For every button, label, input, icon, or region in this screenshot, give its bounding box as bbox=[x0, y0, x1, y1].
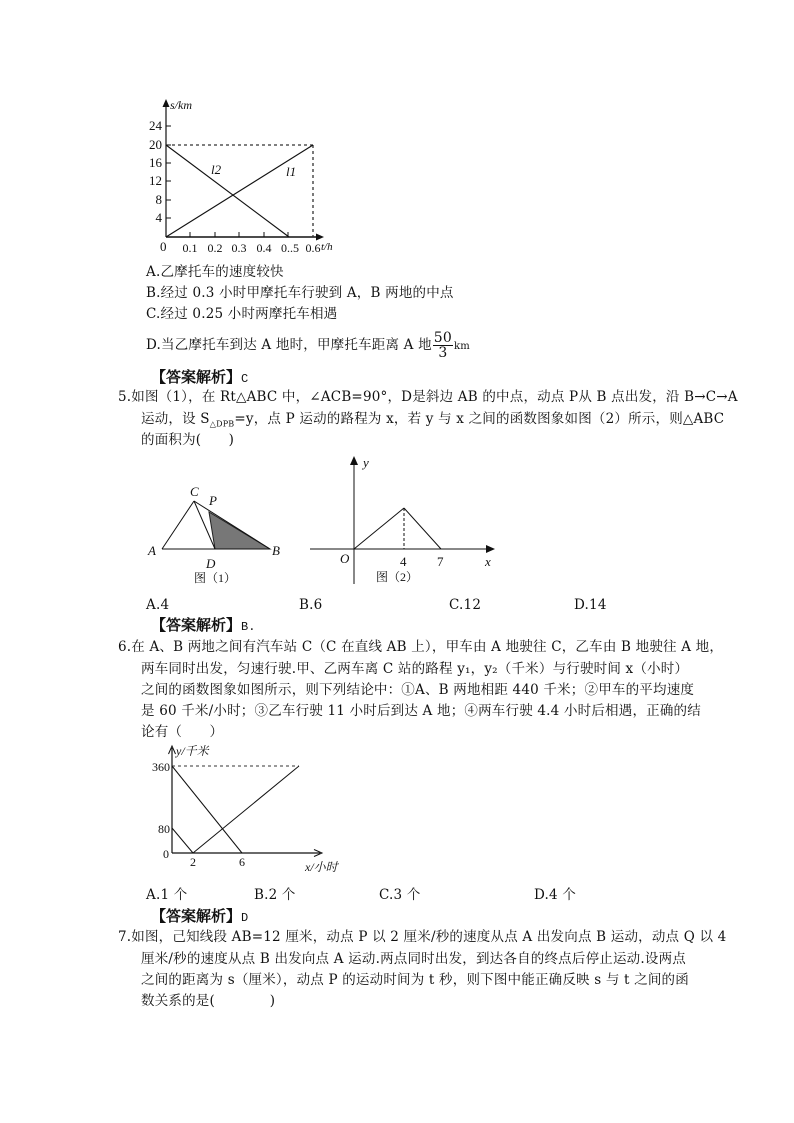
answer-value: C bbox=[241, 372, 249, 386]
y-tick: 8 bbox=[155, 192, 162, 207]
q5-figure-1-triangle bbox=[140, 480, 300, 590]
q7-line-4: 数关系的是( ) bbox=[141, 993, 276, 1009]
x-tick: 0..5 bbox=[281, 241, 299, 255]
x-tick: 0.6 bbox=[305, 241, 321, 255]
x-tick: 0.1 bbox=[182, 241, 198, 255]
q6-answer bbox=[151, 905, 248, 926]
q6-line-2: 两车同时出发，匀速行驶.甲、乙两车离 C 站的路程 y₁，y₂（千米）与行驶时间 x（小时） bbox=[141, 661, 689, 677]
q5-option-d: D.14 bbox=[574, 597, 607, 613]
q6-x-axis-label: x/小时 bbox=[305, 860, 338, 874]
q6-option-b: B.2 个 bbox=[254, 887, 296, 903]
q5-figure-2-graph bbox=[300, 450, 500, 590]
y-tick-80: 80 bbox=[158, 822, 170, 836]
q7-line-1: 7.如图，己知线段 AB=12 厘米，动点 P 以 2 厘米/秒的速度从点 A 出发向点 B 运动，动点 Q 以 4 bbox=[118, 929, 727, 945]
point-a-label: A bbox=[148, 543, 156, 558]
line-label-l2: l2 bbox=[211, 162, 222, 177]
q6-option-a: A.1 个 bbox=[146, 887, 188, 903]
q6-option-d: D.4 个 bbox=[534, 887, 577, 903]
q5-line-1: 5.如图（1），在 Rt△ABC 中，∠ACB=90°，D是斜边 AB 的中点，动点 P从 B 点出发，沿 B→C→A bbox=[118, 389, 738, 405]
y-tick-360: 360 bbox=[152, 760, 170, 774]
q4-distance-time-graph bbox=[130, 95, 350, 265]
x-tick: 0.2 bbox=[207, 241, 223, 255]
line-label-l1: l1 bbox=[286, 164, 297, 179]
point-p-label: P bbox=[209, 493, 217, 508]
answer-value: D bbox=[241, 911, 249, 925]
q4-y-axis-label: s/km bbox=[170, 98, 192, 112]
q6-distance-time-graph bbox=[150, 740, 350, 875]
answer-label: 【答案解析】 bbox=[151, 368, 242, 386]
q4-option-b: B.经过 0.3 小时甲摩托车行驶到 A，B 两地的中点 bbox=[146, 285, 454, 301]
q5-line-3: 的面积为( ) bbox=[141, 432, 235, 448]
q4-option-a: A.乙摩托车的速度较快 bbox=[146, 264, 284, 280]
q7-line-3: 之间的距离为 s（厘米），动点 P 的运动时间为 t 秒，则下图中能正确反映 s 与 t 之间的函 bbox=[141, 972, 689, 988]
y-axis-label: y bbox=[363, 455, 369, 470]
q4-option-c: C.经过 0.25 小时两摩托车相遇 bbox=[146, 306, 338, 322]
x-tick-2: 2 bbox=[190, 855, 196, 869]
x-tick: 0.4 bbox=[256, 241, 272, 255]
q6-line-5: 论有（ ） bbox=[141, 724, 224, 740]
q7-line-2: 厘米/秒的速度从点 B 出发向点 A 运动.两点同时出发，到达各自的终点后停止运动.设两点 bbox=[141, 951, 686, 967]
q6-option-c: C.3 个 bbox=[379, 887, 421, 903]
point-d-label: D bbox=[206, 556, 216, 571]
y-tick: 12 bbox=[149, 173, 162, 188]
y-tick: 4 bbox=[155, 210, 162, 225]
q4-answer bbox=[151, 366, 248, 387]
point-c-label: C bbox=[190, 484, 199, 499]
q5-option-c: C.12 bbox=[449, 597, 482, 613]
answer-label: 【答案解析】 bbox=[151, 616, 242, 634]
origin-label: O bbox=[340, 551, 350, 566]
q5-option-b: B.6 bbox=[299, 597, 323, 613]
y-tick: 20 bbox=[149, 137, 162, 152]
q5-option-a: A.4 bbox=[146, 597, 170, 613]
y-tick-0: 0 bbox=[163, 847, 169, 861]
q6-line-4: 是 60 千米/小时；③乙车行驶 11 小时后到达 A 地；④两车行驶 4.4 小时后相遇，正确的结 bbox=[141, 703, 701, 719]
answer-label: 【答案解析】 bbox=[151, 907, 242, 925]
origin-label: 0 bbox=[160, 239, 167, 254]
q6-line-1: 6.在 A、B 两地之间有汽车站 C（C 在直线 AB 上），甲车由 A 地驶往 C，乙车由 B 地驶往 A 地， bbox=[118, 639, 724, 655]
figure-1-caption: 图（1） bbox=[194, 571, 237, 585]
x-tick-4: 4 bbox=[400, 554, 407, 569]
q6-y-axis-label: y/千米 bbox=[176, 744, 209, 758]
q4-option-d bbox=[146, 331, 470, 360]
q5-line-2: 运动，设 $S_{\triangle DPB}=y$，点 P 运动的路程为 x，若 y 与 x 之间的函数图象如图（2）所示，则△ABC bbox=[141, 411, 725, 429]
y-tick: 16 bbox=[149, 155, 162, 170]
x-tick-6: 6 bbox=[239, 855, 245, 869]
q5-answer bbox=[151, 614, 255, 635]
x-tick: 0.3 bbox=[231, 241, 247, 255]
q4-option-d-text: D.当乙摩托车到达 A 地时，甲摩托车距离 A 地 bbox=[146, 337, 432, 353]
figure-2-caption: 图（2） bbox=[376, 570, 419, 584]
fraction: $\frac{50}{3}$ bbox=[433, 330, 453, 361]
answer-value: B. bbox=[241, 620, 256, 634]
y-tick: 24 bbox=[149, 118, 162, 133]
unit: km bbox=[454, 341, 470, 352]
x-axis-label: x bbox=[485, 554, 491, 569]
q4-x-axis-label: t/h bbox=[321, 241, 333, 253]
point-b-label: B bbox=[272, 543, 280, 558]
q6-line-3: 之间的函数图象如图所示，则下列结论中：①A、B 两地相距 440 千米；②甲车的平均速度 bbox=[141, 682, 695, 698]
x-tick-7: 7 bbox=[437, 554, 444, 569]
